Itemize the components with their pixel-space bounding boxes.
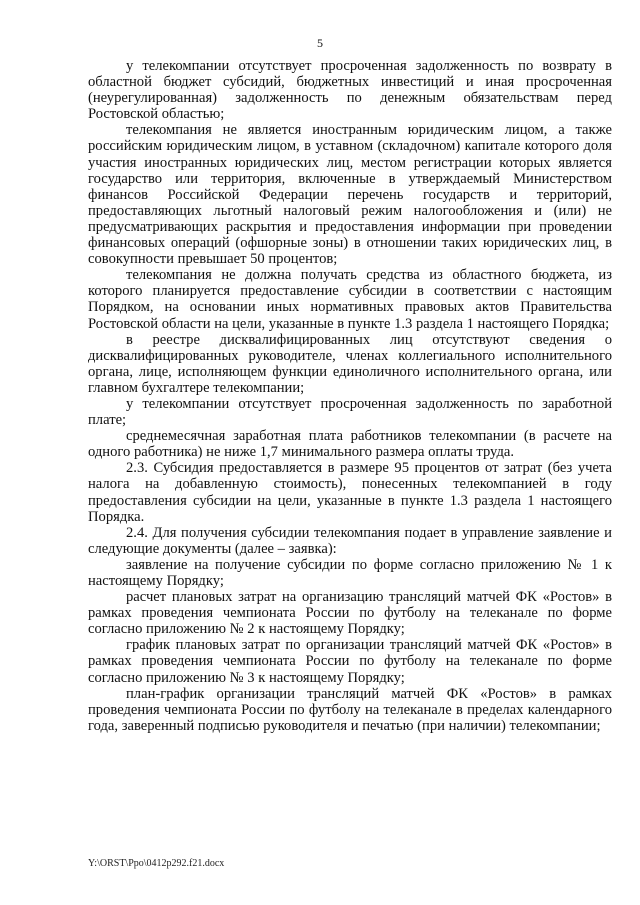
paragraph-debt-budget: у телекомпании отсутствует просроченная задолженность по возврату в областной бюджет субсидий, бюджетных инвестиций и иная просроченная (неурегулированная) задолженность по денежным обязательствам перед Ростовской областью; — [88, 58, 612, 123]
paragraph-not-foreign-entity: телекомпания не является иностранным юридическим лицом, а также российским юридическим лицом, в уставном (складочном) капитале которого доля участия иностранных юридических лиц, местом регистрации которых является государство или территория, включенные в утверждаемый Министерством финансов Российской Федерации перечень государств и территорий, предоставляющих льготный налоговый режим налогообложения и (или) не предусматривающих раскрытия и предоставления информации при проведении финансовых операций (офшорные зоны) в отношении таких юридических лиц, в совокупности превышает 50 процентов; — [88, 122, 612, 268]
page-number: 5 — [317, 36, 323, 50]
paragraph-average-salary: среднемесячная заработная плата работников телекомпании (в расчете на одного работника) не ниже 1,7 минимального размера оплаты труда. — [88, 428, 612, 461]
paragraph-broadcast-schedule: план-график организации трансляций матчей ФК «Ростов» в рамках проведения чемпионата России по футболу на телеканале в пределах календарного года, заверенный подписью руководителя и печатью (при наличии) телекомпании; — [88, 685, 612, 734]
paragraph-appendix-1: заявление на получение субсидии по форме согласно приложению № 1 к настоящему Порядку; — [88, 556, 612, 589]
paragraph-2-3-subsidy-size: 2.3. Субсидия предоставляется в размере 95 процентов от затрат (без учета налога на добавленную стоимость), понесенных телекомпанией в году предоставления субсидии на цели, указанные в пункте 1.3 раздела 1 настоящего Порядка. — [88, 460, 612, 525]
paragraph-appendix-2: расчет плановых затрат на организацию трансляций матчей ФК «Ростов» в рамках проведения чемпионата России по футболу на телеканале по форме согласно приложению № 2 к настоящему Порядку; — [88, 589, 612, 638]
paragraph-no-wage-debt: у телекомпании отсутствует просроченная задолженность по заработной плате; — [88, 395, 612, 429]
paragraph-appendix-3: график плановых затрат по организации трансляций матчей ФК «Ростов» в рамках проведения чемпионата России по футболу на телеканале по форме согласно приложению № 3 к настоящему Порядку; — [88, 637, 612, 686]
paragraph-disqualified-registry: в реестре дисквалифицированных лиц отсутствуют сведения о дисквалифицированных руководителе, членах коллегиального исполнительного органа, лице, исполняющем функции единоличного исполнительного органа, или главном бухгалтере телекомпании; — [88, 331, 612, 396]
document-body — [88, 58, 612, 734]
footer-file-path: Y:\ORST\Ppo\0412p292.f21.docx — [88, 858, 225, 869]
paragraph-no-other-funds: телекомпания не должна получать средства из областного бюджета, из которого планируется предоставление субсидии в соответствии с настоящим Порядком, на основании иных нормативных правовых актов Правительства Ростовской области на цели, указанные в пункте 1.3 раздела 1 настоящего Порядка; — [88, 267, 612, 332]
paragraph-2-4-application: 2.4. Для получения субсидии телекомпания подает в управление заявление и следующие документы (далее – заявка): — [88, 524, 612, 557]
